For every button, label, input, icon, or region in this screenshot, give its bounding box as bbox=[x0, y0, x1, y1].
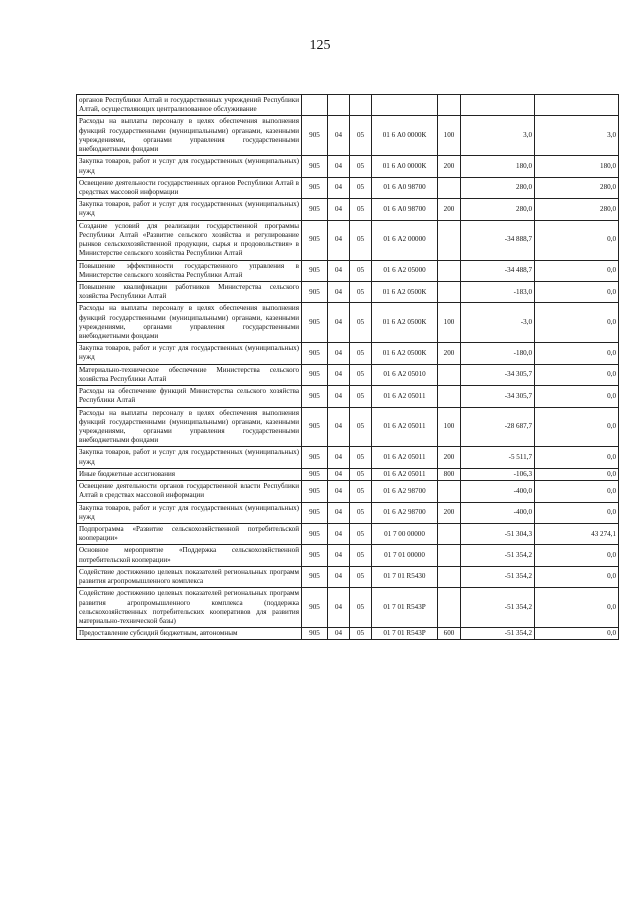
row-target-article: 01 6 А2 0500К bbox=[372, 343, 438, 364]
row-amount-1: -183,0 bbox=[461, 281, 535, 302]
table-row bbox=[77, 95, 619, 116]
table-row bbox=[77, 260, 619, 281]
table-row bbox=[77, 156, 619, 177]
row-target-article: 01 6 А2 00000 bbox=[372, 220, 438, 260]
row-section: 04 bbox=[328, 468, 350, 480]
row-admin-code: 905 bbox=[302, 386, 328, 407]
row-expense-type bbox=[438, 95, 461, 116]
row-amount-1: 3,0 bbox=[461, 116, 535, 156]
row-section bbox=[328, 95, 350, 116]
row-expense-type: 100 bbox=[438, 116, 461, 156]
row-section: 04 bbox=[328, 303, 350, 343]
row-amount-1: -51 354,2 bbox=[461, 628, 535, 640]
row-section: 04 bbox=[328, 447, 350, 468]
row-amount-1: 280,0 bbox=[461, 199, 535, 220]
row-admin-code: 905 bbox=[302, 566, 328, 587]
row-target-article: 01 6 А2 98700 bbox=[372, 481, 438, 502]
row-section: 04 bbox=[328, 566, 350, 587]
row-amount-1: 180,0 bbox=[461, 156, 535, 177]
row-target-article: 01 6 А0 0000К bbox=[372, 116, 438, 156]
row-target-article: 01 6 А2 0500К bbox=[372, 303, 438, 343]
table-row bbox=[77, 386, 619, 407]
row-target-article: 01 7 01 R543P bbox=[372, 628, 438, 640]
row-target-article: 01 7 00 00000 bbox=[372, 523, 438, 544]
row-amount-2: 0,0 bbox=[535, 468, 619, 480]
row-amount-2 bbox=[535, 95, 619, 116]
row-subsection: 05 bbox=[350, 220, 372, 260]
row-amount-2: 0,0 bbox=[535, 220, 619, 260]
row-amount-2: 0,0 bbox=[535, 481, 619, 502]
budget-table bbox=[76, 94, 619, 640]
row-subsection: 05 bbox=[350, 303, 372, 343]
row-section: 04 bbox=[328, 260, 350, 281]
row-target-article: 01 7 01 R5430 bbox=[372, 566, 438, 587]
row-description: Материально-техническое обеспечение Министерства сельского хозяйства Республики Алтай bbox=[77, 364, 302, 385]
row-admin-code: 905 bbox=[302, 220, 328, 260]
row-description: Расходы на выплаты персоналу в целях обеспечения выполнения функций государственными (муниципальными) органами, казенными учреждениями, органами управления государственными внебюджетными фондами bbox=[77, 303, 302, 343]
row-amount-1: -51 354,2 bbox=[461, 545, 535, 566]
row-description: Освещение деятельности органов государственной власти Республики Алтай в средствах массовой информации bbox=[77, 481, 302, 502]
row-section: 04 bbox=[328, 156, 350, 177]
row-subsection: 05 bbox=[350, 481, 372, 502]
row-section: 04 bbox=[328, 386, 350, 407]
row-section: 04 bbox=[328, 177, 350, 198]
table-row bbox=[77, 628, 619, 640]
row-amount-2: 0,0 bbox=[535, 545, 619, 566]
row-subsection: 05 bbox=[350, 260, 372, 281]
row-amount-2: 0,0 bbox=[535, 628, 619, 640]
row-description: Предоставление субсидий бюджетным, автономным bbox=[77, 628, 302, 640]
row-expense-type bbox=[438, 386, 461, 407]
table-row bbox=[77, 481, 619, 502]
row-admin-code: 905 bbox=[302, 260, 328, 281]
row-expense-type: 600 bbox=[438, 628, 461, 640]
row-subsection: 05 bbox=[350, 468, 372, 480]
row-subsection: 05 bbox=[350, 386, 372, 407]
row-target-article: 01 7 01 R543P bbox=[372, 588, 438, 628]
row-amount-1: -51 354,2 bbox=[461, 566, 535, 587]
table-row bbox=[77, 303, 619, 343]
row-target-article: 01 6 А2 05010 bbox=[372, 364, 438, 385]
row-admin-code: 905 bbox=[302, 281, 328, 302]
row-expense-type: 200 bbox=[438, 447, 461, 468]
row-admin-code: 905 bbox=[302, 523, 328, 544]
row-amount-2: 0,0 bbox=[535, 407, 619, 447]
row-admin-code: 905 bbox=[302, 628, 328, 640]
row-admin-code: 905 bbox=[302, 545, 328, 566]
row-subsection: 05 bbox=[350, 502, 372, 523]
row-amount-1: -34 305,7 bbox=[461, 364, 535, 385]
row-amount-1: -180,0 bbox=[461, 343, 535, 364]
row-section: 04 bbox=[328, 502, 350, 523]
row-description: Расходы на выплаты персоналу в целях обеспечения выполнения функций государственными (муниципальными) органами, казенными учреждениями, органами управления государственными внебюджетными фондами bbox=[77, 116, 302, 156]
row-description: Подпрограмма «Развитие сельскохозяйственной потребительской кооперации» bbox=[77, 523, 302, 544]
row-amount-2: 3,0 bbox=[535, 116, 619, 156]
row-amount-2: 0,0 bbox=[535, 364, 619, 385]
row-expense-type: 100 bbox=[438, 407, 461, 447]
row-expense-type: 200 bbox=[438, 156, 461, 177]
row-amount-2: 0,0 bbox=[535, 566, 619, 587]
row-amount-2: 0,0 bbox=[535, 343, 619, 364]
row-section: 04 bbox=[328, 545, 350, 566]
row-description: Закупка товаров, работ и услуг для государственных (муниципальных) нужд bbox=[77, 199, 302, 220]
row-amount-2: 0,0 bbox=[535, 260, 619, 281]
row-admin-code: 905 bbox=[302, 468, 328, 480]
row-subsection: 05 bbox=[350, 116, 372, 156]
row-subsection: 05 bbox=[350, 523, 372, 544]
row-amount-1: -34 305,7 bbox=[461, 386, 535, 407]
row-subsection: 05 bbox=[350, 628, 372, 640]
row-subsection bbox=[350, 95, 372, 116]
row-expense-type bbox=[438, 566, 461, 587]
row-amount-1: -400,0 bbox=[461, 502, 535, 523]
row-amount-2: 0,0 bbox=[535, 502, 619, 523]
row-section: 04 bbox=[328, 523, 350, 544]
row-description: Расходы на обеспечение функций Министерства сельского хозяйства Республики Алтай bbox=[77, 386, 302, 407]
row-amount-1: -106,3 bbox=[461, 468, 535, 480]
row-description: Закупка товаров, работ и услуг для государственных (муниципальных) нужд bbox=[77, 343, 302, 364]
row-admin-code: 905 bbox=[302, 116, 328, 156]
row-amount-1: -51 304,3 bbox=[461, 523, 535, 544]
table-row bbox=[77, 502, 619, 523]
row-admin-code: 905 bbox=[302, 343, 328, 364]
row-amount-1: -34 488,7 bbox=[461, 260, 535, 281]
row-description: Повышение квалификации работников Министерства сельского хозяйства Республики Алтай bbox=[77, 281, 302, 302]
row-description: Закупка товаров, работ и услуг для государственных (муниципальных) нужд bbox=[77, 156, 302, 177]
row-target-article: 01 6 А2 05011 bbox=[372, 407, 438, 447]
table-row bbox=[77, 588, 619, 628]
row-target-article: 01 6 А0 98700 bbox=[372, 199, 438, 220]
row-description: Содействие достижению целевых показателей региональных программ развития агропромышленного комплекса bbox=[77, 566, 302, 587]
row-amount-2: 0,0 bbox=[535, 303, 619, 343]
row-section: 04 bbox=[328, 407, 350, 447]
row-target-article: 01 6 А0 98700 bbox=[372, 177, 438, 198]
table-row bbox=[77, 447, 619, 468]
row-section: 04 bbox=[328, 628, 350, 640]
row-admin-code: 905 bbox=[302, 199, 328, 220]
row-amount-1: -51 354,2 bbox=[461, 588, 535, 628]
row-expense-type bbox=[438, 220, 461, 260]
table-row bbox=[77, 523, 619, 544]
row-admin-code: 905 bbox=[302, 156, 328, 177]
row-subsection: 05 bbox=[350, 407, 372, 447]
row-section: 04 bbox=[328, 364, 350, 385]
row-expense-type: 200 bbox=[438, 502, 461, 523]
row-section: 04 bbox=[328, 588, 350, 628]
row-admin-code bbox=[302, 95, 328, 116]
table-row bbox=[77, 177, 619, 198]
row-admin-code: 905 bbox=[302, 407, 328, 447]
row-expense-type: 200 bbox=[438, 199, 461, 220]
row-subsection: 05 bbox=[350, 566, 372, 587]
row-amount-2: 280,0 bbox=[535, 199, 619, 220]
row-target-article: 01 6 А2 0500К bbox=[372, 281, 438, 302]
table-row bbox=[77, 343, 619, 364]
row-description: Содействие достижению целевых показателей региональных программ развития агропромышленного комплекса (поддержка сельскохозяйственных потребительских кооперативов для развития материально-технической базы) bbox=[77, 588, 302, 628]
row-amount-2: 0,0 bbox=[535, 281, 619, 302]
row-amount-1 bbox=[461, 95, 535, 116]
row-target-article: 01 7 01 00000 bbox=[372, 545, 438, 566]
row-amount-1: -400,0 bbox=[461, 481, 535, 502]
row-expense-type bbox=[438, 523, 461, 544]
row-subsection: 05 bbox=[350, 545, 372, 566]
row-description: Иные бюджетные ассигнования bbox=[77, 468, 302, 480]
row-amount-1: 280,0 bbox=[461, 177, 535, 198]
row-description: Закупка товаров, работ и услуг для государственных (муниципальных) нужд bbox=[77, 502, 302, 523]
row-target-article: 01 6 А2 05011 bbox=[372, 447, 438, 468]
row-expense-type: 200 bbox=[438, 343, 461, 364]
row-amount-1: -3,0 bbox=[461, 303, 535, 343]
row-amount-2: 43 274,1 bbox=[535, 523, 619, 544]
row-expense-type bbox=[438, 481, 461, 502]
row-section: 04 bbox=[328, 116, 350, 156]
page-number: 125 bbox=[309, 38, 331, 53]
row-target-article: 01 6 А2 05011 bbox=[372, 386, 438, 407]
table-row bbox=[77, 566, 619, 587]
row-amount-2: 0,0 bbox=[535, 386, 619, 407]
row-description: Расходы на выплаты персоналу в целях обеспечения выполнения функций государственными (муниципальными) органами, казенными учреждениями, органами управления государственными внебюджетными фондами bbox=[77, 407, 302, 447]
table-body bbox=[77, 95, 619, 640]
row-expense-type bbox=[438, 281, 461, 302]
row-subsection: 05 bbox=[350, 447, 372, 468]
row-admin-code: 905 bbox=[302, 447, 328, 468]
row-expense-type bbox=[438, 177, 461, 198]
row-description: Освещение деятельности государственных органов Республики Алтай в средствах массовой информации bbox=[77, 177, 302, 198]
row-amount-2: 180,0 bbox=[535, 156, 619, 177]
row-subsection: 05 bbox=[350, 156, 372, 177]
row-description: органов Республики Алтай и государственных учреждений Республики Алтай, осуществляющих централизованное обслуживание bbox=[77, 95, 302, 116]
table-row bbox=[77, 545, 619, 566]
row-description: Повышение эффективности государственного управления в Министерстве сельского хозяйства Республики Алтай bbox=[77, 260, 302, 281]
row-target-article bbox=[372, 95, 438, 116]
row-amount-1: -34 888,7 bbox=[461, 220, 535, 260]
table-row bbox=[77, 220, 619, 260]
row-section: 04 bbox=[328, 343, 350, 364]
table-row bbox=[77, 468, 619, 480]
row-admin-code: 905 bbox=[302, 177, 328, 198]
row-admin-code: 905 bbox=[302, 303, 328, 343]
row-section: 04 bbox=[328, 281, 350, 302]
row-subsection: 05 bbox=[350, 364, 372, 385]
row-admin-code: 905 bbox=[302, 481, 328, 502]
row-expense-type bbox=[438, 545, 461, 566]
row-section: 04 bbox=[328, 220, 350, 260]
table-row bbox=[77, 199, 619, 220]
table-row bbox=[77, 116, 619, 156]
row-expense-type: 800 bbox=[438, 468, 461, 480]
row-admin-code: 905 bbox=[302, 588, 328, 628]
row-target-article: 01 6 А2 05000 bbox=[372, 260, 438, 281]
row-subsection: 05 bbox=[350, 199, 372, 220]
row-expense-type bbox=[438, 364, 461, 385]
row-amount-2: 280,0 bbox=[535, 177, 619, 198]
row-admin-code: 905 bbox=[302, 364, 328, 385]
row-description: Основное мероприятие «Поддержка сельскохозяйственной потребительской кооперации» bbox=[77, 545, 302, 566]
row-subsection: 05 bbox=[350, 343, 372, 364]
row-admin-code: 905 bbox=[302, 502, 328, 523]
row-amount-2: 0,0 bbox=[535, 588, 619, 628]
row-subsection: 05 bbox=[350, 177, 372, 198]
row-section: 04 bbox=[328, 199, 350, 220]
row-target-article: 01 6 А2 05011 bbox=[372, 468, 438, 480]
row-description: Создание условий для реализации государственной программы Республики Алтай «Развитие сельского хозяйства и регулирование рынков сельскохозяйственной продукции, сырья и продовольствия» в Министерстве сельского хозяйства Республики Алтай bbox=[77, 220, 302, 260]
table-row bbox=[77, 281, 619, 302]
row-target-article: 01 6 А2 98700 bbox=[372, 502, 438, 523]
table-row bbox=[77, 407, 619, 447]
table-row bbox=[77, 364, 619, 385]
row-amount-1: -28 687,7 bbox=[461, 407, 535, 447]
row-amount-1: -5 511,7 bbox=[461, 447, 535, 468]
row-expense-type bbox=[438, 588, 461, 628]
row-description: Закупка товаров, работ и услуг для государственных (муниципальных) нужд bbox=[77, 447, 302, 468]
row-subsection: 05 bbox=[350, 281, 372, 302]
row-section: 04 bbox=[328, 481, 350, 502]
row-expense-type: 100 bbox=[438, 303, 461, 343]
row-subsection: 05 bbox=[350, 588, 372, 628]
row-target-article: 01 6 А0 0000К bbox=[372, 156, 438, 177]
row-amount-2: 0,0 bbox=[535, 447, 619, 468]
row-expense-type bbox=[438, 260, 461, 281]
